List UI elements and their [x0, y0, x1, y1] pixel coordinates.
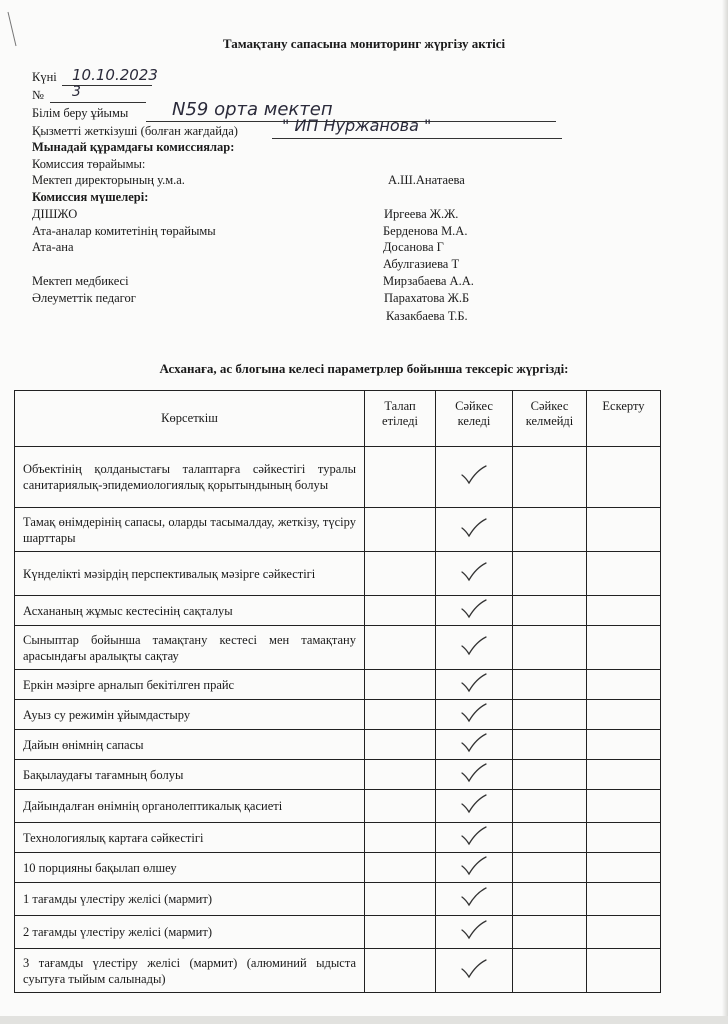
check-mark-icon — [459, 561, 489, 583]
indicator-cell: 3 тағамды үлестіру желісі (мармит) (алюминий ыдыста суытуға тыйым салынады) — [15, 949, 365, 993]
number-underline — [50, 102, 146, 103]
check-mark-icon — [459, 958, 489, 980]
table-row — [15, 760, 661, 790]
table-row — [15, 670, 661, 700]
complies-cell — [436, 916, 513, 949]
complies-cell — [436, 626, 513, 670]
not-complies-cell — [513, 730, 587, 760]
required-cell — [365, 730, 436, 760]
check-mark-icon — [459, 762, 489, 784]
complies-cell — [436, 883, 513, 916]
number-label: № — [32, 88, 44, 102]
not-complies-cell — [513, 508, 587, 552]
note-cell — [587, 730, 661, 760]
check-mark-icon — [459, 855, 489, 877]
supplier-label: Қызметті жеткізуші (болған жағдайда) — [32, 124, 238, 138]
table-row — [15, 700, 661, 730]
number-value: 3 — [72, 84, 81, 100]
member-role: Ата-ана — [32, 240, 74, 254]
required-cell — [365, 626, 436, 670]
not-complies-cell — [513, 626, 587, 670]
inspection-table — [14, 390, 661, 993]
indicator-cell: 2 тағамды үлестіру желісі (мармит) — [15, 916, 365, 949]
note-cell — [587, 949, 661, 993]
table-row — [15, 916, 661, 949]
note-cell — [587, 596, 661, 626]
check-mark-icon — [459, 672, 489, 694]
not-complies-cell — [513, 916, 587, 949]
not-complies-cell — [513, 447, 587, 508]
required-cell — [365, 883, 436, 916]
date-label: Күні — [32, 70, 57, 84]
check-mark-icon — [459, 793, 489, 815]
required-cell — [365, 916, 436, 949]
not-complies-cell — [513, 823, 587, 853]
member-role: Әлеуметтік педагог — [32, 291, 136, 305]
table-row — [15, 883, 661, 916]
note-cell — [587, 790, 661, 823]
member-name: Парахатова Ж.Б — [384, 291, 470, 305]
complies-cell — [436, 700, 513, 730]
not-complies-cell — [513, 760, 587, 790]
page-edge — [722, 0, 728, 1024]
members-heading: Комиссия мүшелері: — [32, 190, 149, 204]
indicator-cell: Дайындалған өнімнің органолептикалық қасиеті — [15, 790, 365, 823]
org-label: Білім беру ұйымы — [32, 106, 129, 120]
member-name: Мирзабаева А.А. — [383, 274, 474, 288]
complies-cell — [436, 596, 513, 626]
not-complies-cell — [513, 670, 587, 700]
date-value: 10.10.2023 — [72, 66, 158, 84]
member-name: Досанова Г — [383, 240, 444, 254]
indicator-cell: Сыныптар бойынша тамақтану кестесі мен тамақтану арасындағы аралықты сақтау — [15, 626, 365, 670]
page-bottom-edge — [0, 1016, 728, 1024]
complies-cell — [436, 853, 513, 883]
not-complies-cell — [513, 700, 587, 730]
required-cell — [365, 552, 436, 596]
table-row — [15, 823, 661, 853]
supplier-value: " ИП Нуржанова " — [282, 116, 432, 135]
check-mark-icon — [459, 732, 489, 754]
table-row — [15, 447, 661, 508]
member-name: Казакбаева Т.Б. — [386, 309, 468, 323]
supplier-underline — [272, 138, 562, 139]
required-cell — [365, 949, 436, 993]
commission-heading: Мынадай құрамдағы комиссиялар: — [32, 140, 235, 154]
required-cell — [365, 790, 436, 823]
note-cell — [587, 853, 661, 883]
not-complies-cell — [513, 883, 587, 916]
note-cell — [587, 883, 661, 916]
table-header-row — [15, 391, 661, 447]
member-role: Мектеп медбикесі — [32, 274, 129, 288]
note-cell — [587, 626, 661, 670]
note-cell — [587, 447, 661, 508]
header-not-complies: Сәйкес келмейді — [513, 391, 587, 447]
table-row — [15, 626, 661, 670]
check-mark-icon — [459, 919, 489, 941]
note-cell — [587, 670, 661, 700]
check-mark-icon — [459, 517, 489, 539]
note-cell — [587, 700, 661, 730]
check-mark-icon — [459, 825, 489, 847]
complies-cell — [436, 730, 513, 760]
member-name: Абулгазиева Т — [383, 257, 460, 271]
table-row — [15, 596, 661, 626]
required-cell — [365, 760, 436, 790]
indicator-cell: Күнделікті мәзірдің перспективалық мәзірге сәйкестігі — [15, 552, 365, 596]
indicator-cell: Бақылаудағы тағамның болуы — [15, 760, 365, 790]
table-row — [15, 730, 661, 760]
complies-cell — [436, 670, 513, 700]
required-cell — [365, 823, 436, 853]
note-cell — [587, 552, 661, 596]
complies-cell — [436, 508, 513, 552]
member-name: Берденова М.А. — [383, 224, 468, 238]
check-mark-icon — [459, 635, 489, 657]
document-title: Тамақтану сапасына мониторинг жүргізу актісі — [222, 36, 506, 51]
complies-cell — [436, 823, 513, 853]
complies-cell — [436, 447, 513, 508]
complies-cell — [436, 790, 513, 823]
complies-cell — [436, 552, 513, 596]
required-cell — [365, 447, 436, 508]
header-complies: Сәйкес келеді — [436, 391, 513, 447]
required-cell — [365, 670, 436, 700]
check-mark-icon — [459, 464, 489, 486]
note-cell — [587, 508, 661, 552]
director-name: А.Ш.Анатаева — [388, 173, 465, 187]
indicator-cell: Тамақ өнімдерінің сапасы, оларды тасымалдау, жеткізу, түсіру шарттары — [15, 508, 365, 552]
required-cell — [365, 853, 436, 883]
required-cell — [365, 596, 436, 626]
check-heading: Асханаға, ас блогына келесі параметрлер бойынша тексеріс жүргізді: — [159, 361, 569, 376]
check-mark-icon — [459, 886, 489, 908]
indicator-cell: Технологиялық картаға сәйкестігі — [15, 823, 365, 853]
header-required: Талап етіледі — [365, 391, 436, 447]
check-mark-icon — [459, 702, 489, 724]
not-complies-cell — [513, 949, 587, 993]
table-row — [15, 508, 661, 552]
director-label: Мектеп директорының у.м.а. — [32, 173, 185, 187]
org-value: N59 орта мектеп — [172, 99, 333, 120]
indicator-cell: Асхананың жұмыс кестесінің сақталуы — [15, 596, 365, 626]
not-complies-cell — [513, 552, 587, 596]
not-complies-cell — [513, 853, 587, 883]
header-note: Ескерту — [587, 391, 661, 447]
not-complies-cell — [513, 790, 587, 823]
note-cell — [587, 916, 661, 949]
chair-label: Комиссия төрайымы: — [32, 157, 146, 171]
indicator-cell: Дайын өнімнің сапасы — [15, 730, 365, 760]
indicator-cell: Еркін мәзірге арналып бекітілген прайс — [15, 670, 365, 700]
indicator-cell: Объектінің қолданыстағы талаптарға сәйкестігі туралы санитариялық-эпидемиологиялық қорытындының болуы — [15, 447, 365, 508]
required-cell — [365, 700, 436, 730]
table-row — [15, 790, 661, 823]
indicator-cell: 10 порцияны бақылап өлшеу — [15, 853, 365, 883]
member-role: ДІШЖО — [32, 207, 78, 221]
check-mark-icon — [459, 598, 489, 620]
complies-cell — [436, 949, 513, 993]
member-name: Иргеева Ж.Ж. — [384, 207, 459, 221]
complies-cell — [436, 760, 513, 790]
indicator-cell: Ауыз су режимін ұйымдастыру — [15, 700, 365, 730]
header-indicator: Көрсеткіш — [15, 391, 365, 447]
required-cell — [365, 508, 436, 552]
table-row — [15, 853, 661, 883]
table-row — [15, 552, 661, 596]
not-complies-cell — [513, 596, 587, 626]
member-role: Ата-аналар комитетінің төрайымы — [32, 224, 216, 238]
note-cell — [587, 823, 661, 853]
note-cell — [587, 760, 661, 790]
table-row — [15, 949, 661, 993]
indicator-cell: 1 тағамды үлестіру желісі (мармит) — [15, 883, 365, 916]
